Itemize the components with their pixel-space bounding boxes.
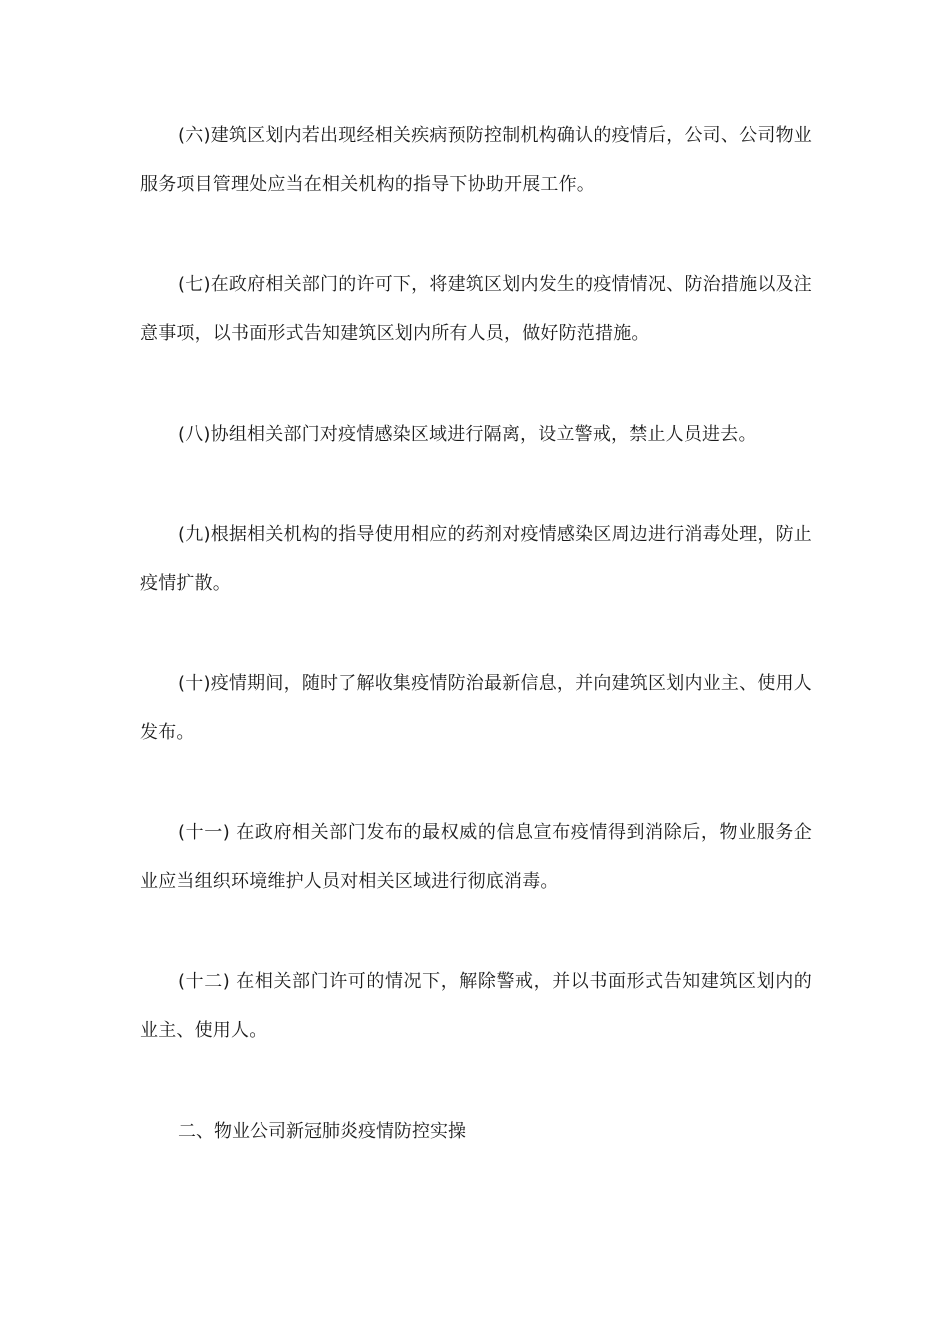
paragraph-12: (十二) 在相关部门许可的情况下，解除警戒，并以书面形式告知建筑区划内的业主、使用人。	[140, 971, 812, 1041]
paragraph-9: (九)根据相关机构的指导使用相应的药剂对疫情感染区周边进行消毒处理，防止疫情扩散。	[140, 524, 812, 594]
section-heading: 二、物业公司新冠肺炎疫情防控实操	[178, 1121, 466, 1142]
paragraph-8: (八)协组相关部门对疫情感染区域进行隔离，设立警戒，禁止人员进去。	[178, 424, 757, 445]
paragraph-11: (十一) 在政府相关部门发布的最权威的信息宣布疫情得到消除后，物业服务企业应当组织环境维护人员对相关区域进行彻底消毒。	[140, 822, 812, 892]
paragraph-6: (六)建筑区划内若出现经相关疾病预防控制机构确认的疫情后，公司、公司物业服务项目管理处应当在相关机构的指导下协助开展工作。	[140, 125, 812, 195]
paragraph-10: (十)疫情期间，随时了解收集疫情防治最新信息，并向建筑区划内业主、使用人发布。	[140, 673, 812, 743]
paragraph-7: (七)在政府相关部门的许可下，将建筑区划内发生的疫情情况、防治措施以及注意事项，以书面形式告知建筑区划内所有人员，做好防范措施。	[140, 274, 812, 344]
